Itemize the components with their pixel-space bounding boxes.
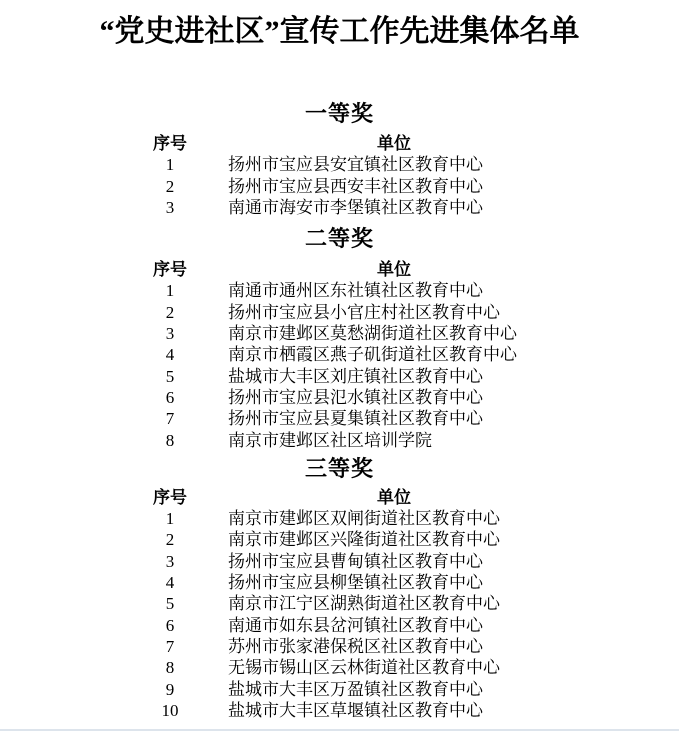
row-unit: 扬州市宝应县西安丰社区教育中心 xyxy=(228,176,483,196)
section-first-prize xyxy=(0,102,679,218)
table-row xyxy=(0,679,679,700)
table-row xyxy=(0,551,679,572)
table-row xyxy=(0,636,679,657)
table-row xyxy=(0,529,679,550)
row-unit: 扬州市宝应县氾水镇社区教育中心 xyxy=(228,387,483,407)
table-row xyxy=(0,197,679,218)
row-index: 9 xyxy=(165,679,175,699)
third-prize-table xyxy=(0,487,679,721)
row-index: 4 xyxy=(165,345,175,365)
row-index: 2 xyxy=(165,302,175,322)
row-unit: 南京市建邺区双闸街道社区教育中心 xyxy=(228,509,500,529)
row-index: 8 xyxy=(165,658,175,678)
row-unit: 南京市建邺区莫愁湖街道社区教育中心 xyxy=(228,324,517,344)
column-header-unit: 单位 xyxy=(377,260,411,280)
second-prize-table xyxy=(0,259,679,451)
row-unit: 南京市建邺区社区培训学院 xyxy=(228,430,432,450)
row-index: 3 xyxy=(165,324,175,344)
row-index: 7 xyxy=(165,636,175,656)
row-index: 1 xyxy=(165,281,175,301)
table-row xyxy=(0,176,679,197)
column-header-unit: 单位 xyxy=(377,487,411,507)
table-row xyxy=(0,508,679,529)
section-heading-third-prize: 三等奖 xyxy=(304,455,374,481)
row-unit: 盐城市大丰区刘庄镇社区教育中心 xyxy=(228,366,483,386)
table-row xyxy=(0,344,679,365)
row-index: 1 xyxy=(165,155,175,175)
document-title: “党史进社区”宣传工作先进集体名单 xyxy=(99,15,580,48)
row-unit: 苏州市张家港保税区社区教育中心 xyxy=(228,636,483,656)
row-unit: 扬州市宝应县安宜镇社区教育中心 xyxy=(228,155,483,175)
row-index: 8 xyxy=(165,430,175,450)
first-prize-table xyxy=(0,133,679,218)
row-unit: 盐城市大丰区万盈镇社区教育中心 xyxy=(228,679,483,699)
section-heading-second-prize: 二等奖 xyxy=(304,226,374,252)
column-header-index: 序号 xyxy=(153,487,187,507)
column-header-index: 序号 xyxy=(153,260,187,280)
table-row xyxy=(0,154,679,175)
row-index: 4 xyxy=(165,573,175,593)
row-unit: 南通市通州区东社镇社区教育中心 xyxy=(228,281,483,301)
row-index: 3 xyxy=(165,551,175,571)
row-unit: 南通市海安市李堡镇社区教育中心 xyxy=(228,197,483,217)
row-index: 6 xyxy=(165,387,175,407)
table-row xyxy=(0,302,679,323)
row-unit: 南通市如东县岔河镇社区教育中心 xyxy=(228,615,483,635)
section-third-prize xyxy=(0,457,679,721)
table-row xyxy=(0,657,679,678)
row-index: 2 xyxy=(165,530,175,550)
section-second-prize xyxy=(0,227,679,451)
table-row xyxy=(0,408,679,429)
table-row xyxy=(0,430,679,451)
row-index: 10 xyxy=(161,700,179,720)
row-index: 3 xyxy=(165,197,175,217)
table-row xyxy=(0,593,679,614)
column-header-unit: 单位 xyxy=(377,134,411,153)
column-header-index: 序号 xyxy=(153,134,187,153)
table-row xyxy=(0,323,679,344)
table-row xyxy=(0,615,679,636)
row-unit: 南京市建邺区兴隆街道社区教育中心 xyxy=(228,530,500,550)
row-index: 6 xyxy=(165,615,175,635)
row-unit: 无锡市锡山区云林街道社区教育中心 xyxy=(228,658,500,678)
section-heading-first-prize: 一等奖 xyxy=(304,101,374,126)
row-unit: 南京市江宁区湖熟街道社区教育中心 xyxy=(228,594,500,614)
row-unit: 扬州市宝应县柳堡镇社区教育中心 xyxy=(228,573,483,593)
row-index: 5 xyxy=(165,366,175,386)
row-index: 7 xyxy=(165,409,175,429)
table-row xyxy=(0,387,679,408)
row-unit: 南京市栖霞区燕子矶街道社区教育中心 xyxy=(228,345,517,365)
row-index: 5 xyxy=(165,594,175,614)
row-unit: 盐城市大丰区草堰镇社区教育中心 xyxy=(228,700,483,720)
table-header-row xyxy=(0,259,679,280)
table-row xyxy=(0,280,679,301)
row-index: 1 xyxy=(165,509,175,529)
table-row xyxy=(0,366,679,387)
document-page xyxy=(0,14,679,732)
table-row xyxy=(0,572,679,593)
row-index: 2 xyxy=(165,176,175,196)
row-unit: 扬州市宝应县曹甸镇社区教育中心 xyxy=(228,551,483,571)
bottom-edge-line xyxy=(0,729,679,731)
row-unit: 扬州市宝应县夏集镇社区教育中心 xyxy=(228,409,483,429)
row-unit: 扬州市宝应县小官庄村社区教育中心 xyxy=(228,302,500,322)
table-header-row xyxy=(0,487,679,508)
table-header-row xyxy=(0,133,679,154)
